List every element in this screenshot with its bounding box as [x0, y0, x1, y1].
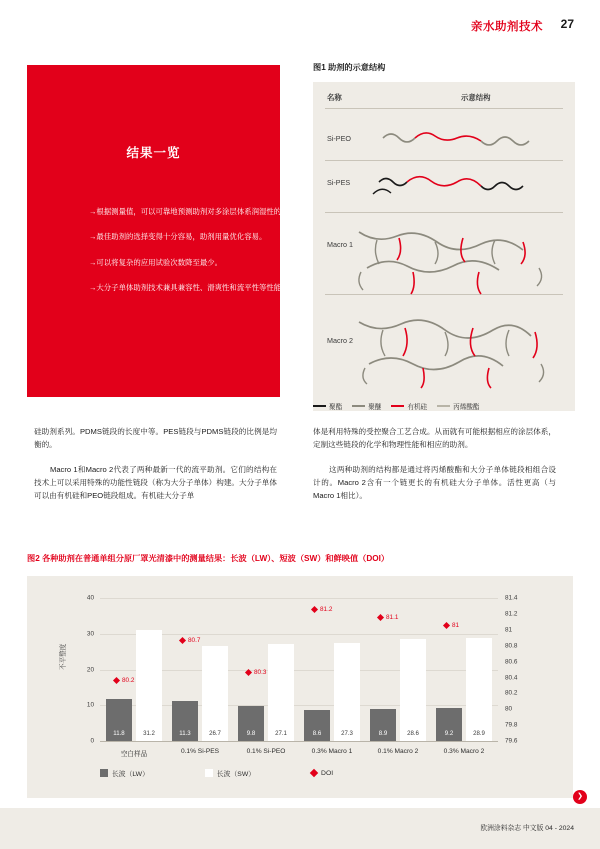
footer-text: 欧洲涂料杂志 中文版 04 - 2024	[480, 825, 574, 832]
doi-marker: 80.3	[246, 669, 266, 676]
bar-value: 27.1	[275, 730, 287, 737]
list-item: →可以将复杂的应用试验次数降至最少。	[89, 257, 223, 267]
bar-value: 11.3	[179, 730, 191, 737]
y2-tick-label: 81.2	[505, 610, 518, 618]
legend-item	[437, 401, 479, 411]
legend-label: 聚醚	[368, 404, 382, 411]
figure1-col-name: 名称	[327, 93, 342, 102]
legend-swatch-icon	[437, 405, 450, 407]
bar-value: 8.9	[378, 730, 388, 737]
doi-marker: 81	[444, 622, 459, 629]
page-number: 27	[560, 17, 574, 31]
y-tick-label: 40	[86, 594, 94, 602]
diamond-icon	[377, 614, 384, 621]
diamond-icon	[113, 677, 120, 684]
figure1-panel	[313, 82, 575, 411]
bar-value: 11.8	[113, 730, 125, 737]
legend-label: DOI	[321, 769, 334, 777]
chart-axis	[100, 741, 498, 742]
x-tick-label: 0.1% Si-PES	[180, 748, 220, 755]
y-tick-label: 30	[86, 630, 94, 638]
legend-item	[100, 768, 149, 778]
list-item: →根据测量值，可以可靠地预测助剂对多涂层体系润湿性的影响。	[89, 207, 304, 216]
legend-item	[313, 401, 342, 411]
x-tick-label: 0.3% Macro 1	[311, 748, 353, 755]
figure1-row-label: Si-PEO	[327, 134, 351, 143]
y2-tick-label: 80.2	[505, 689, 518, 697]
bar-value: 26.7	[209, 730, 221, 737]
chart-group	[100, 598, 168, 758]
diamond-icon	[245, 669, 252, 676]
legend-swatch-icon	[205, 769, 213, 777]
bar-value: 27.3	[341, 730, 353, 737]
figure2-chart-panel	[27, 576, 573, 798]
bar-sw	[400, 639, 426, 741]
figure1-row-label: Si-PES	[327, 178, 351, 187]
diamond-icon	[310, 769, 318, 777]
figure1-caption: 图1 助剂的示意结构	[313, 63, 386, 72]
figure1-legend	[313, 399, 575, 413]
y-tick-label: 0	[90, 737, 94, 745]
bar-value: 8.6	[312, 730, 322, 737]
figure1-col-structure: 示意结构	[461, 93, 491, 102]
y2-tick-label: 80	[505, 705, 513, 713]
diamond-icon	[311, 606, 318, 613]
legend-swatch-icon	[391, 405, 404, 407]
bar-lw	[106, 699, 132, 741]
chart-group	[430, 598, 498, 755]
legend-label: 聚酯	[329, 404, 343, 411]
x-tick-label: 空白样品	[120, 751, 148, 758]
paragraph: 体是利用特殊的受控聚合工艺合成。从而就有可能根据相应的涂层体系，定制这些链段的化学和物理性能和相应的助剂。	[313, 427, 556, 450]
paragraph: 这两种助剂的结构都是通过将丙烯酸酯和大分子单体链段相组合设计的。Macro 2含有一个链更长的有机硅大分子单体。活性更高（与Macro 1相比）。	[313, 464, 556, 501]
bar-lw	[304, 710, 330, 741]
figure1-structure-diagram	[313, 82, 575, 411]
doi-marker: 80.7	[180, 637, 200, 644]
bar-lw	[370, 709, 396, 741]
bar-sw	[136, 630, 162, 742]
y2-tick-label: 79.8	[505, 721, 518, 729]
results-summary-box	[27, 65, 304, 397]
next-page-button[interactable]: ❯	[573, 790, 587, 804]
bar-lw	[238, 706, 264, 741]
legend-item	[311, 770, 333, 777]
legend-swatch-icon	[313, 405, 326, 407]
x-tick-label: 0.1% Si-PEO	[246, 748, 286, 755]
body-column-left	[34, 425, 277, 513]
y2-tick-label: 81.4	[505, 594, 518, 602]
x-tick-label: 0.1% Macro 2	[377, 748, 419, 755]
y-tick-label: 10	[86, 701, 94, 709]
doi-marker: 80.2	[114, 677, 134, 684]
x-tick-label: 0.3% Macro 2	[443, 748, 485, 755]
figure2-caption: 图2 各种助剂在普通单组分原厂罩光清漆中的测量结果：长波（LW）、短波（SW）和鲜映值（DOI）	[27, 554, 390, 563]
bar-value: 9.8	[246, 730, 256, 737]
legend-label: 长波（LW）	[112, 771, 149, 778]
chart-group	[232, 598, 300, 755]
legend-swatch-icon	[100, 769, 108, 777]
body-column-right	[313, 425, 556, 513]
bar-value: 28.6	[407, 730, 419, 737]
figure1-row-label: Macro 2	[327, 336, 353, 345]
bar-value: 28.9	[473, 730, 485, 737]
chart-group	[364, 598, 432, 755]
results-summary-title: 结果一览	[126, 146, 181, 160]
legend-label: 丙烯酸酯	[453, 404, 480, 411]
doi-marker: 81.2	[312, 606, 332, 613]
bar-sw	[202, 646, 228, 742]
y2-tick-label: 80.8	[505, 642, 518, 650]
list-item: →最佳助剂的选择变得十分容易，助剂用量优化容易。	[89, 232, 267, 242]
chart-group	[298, 598, 366, 755]
bar-lw	[436, 708, 462, 741]
legend-label: 长波（SW）	[216, 771, 256, 778]
bar-sw	[268, 644, 294, 741]
legend-item	[205, 768, 255, 778]
legend-swatch-icon	[352, 405, 365, 407]
y2-tick-label: 80.6	[505, 658, 518, 666]
bar-value: 9.2	[444, 730, 454, 737]
y2-tick-label: 80.4	[505, 674, 518, 681]
y2-tick-label: 79.6	[505, 737, 518, 745]
figure2-legend	[100, 768, 520, 778]
y2-tick-label: 81	[505, 626, 513, 634]
page-header	[0, 0, 600, 46]
y-tick-label: 20	[86, 666, 94, 673]
paragraph: 硅助剂系列。PDMS链段的长度中等。PES链段与PDMS链段的比例是均衡的。	[34, 427, 277, 450]
bar-sw	[334, 643, 360, 741]
diamond-icon	[179, 637, 186, 644]
legend-label: 有机硅	[407, 404, 428, 411]
legend-item	[391, 401, 427, 411]
chart-plot-area	[86, 594, 518, 758]
legend-item	[352, 401, 381, 411]
bar-sw	[466, 638, 492, 741]
paragraph: Macro 1和Macro 2代表了两种最新一代的流平助剂。它们的结构在技术上可以采用特殊的功能性链段（称为大分子单体）构建。大分子单体可以由有机硅和PEO链段组成。有机硅大分子单	[34, 464, 277, 501]
chart-y-axis-label: 不平整度	[60, 643, 67, 670]
chart-group	[166, 598, 234, 755]
doi-marker: 81.1	[378, 614, 398, 621]
bar-value: 31.2	[143, 730, 155, 737]
page-title: 亲水助剂技术	[471, 21, 543, 33]
bar-lw	[172, 701, 198, 741]
results-summary-list	[49, 206, 304, 308]
list-item: →大分子单体助剂技术兼具兼容性、滑爽性和流平性等性能。	[89, 283, 289, 293]
diamond-icon	[443, 622, 450, 629]
figure1-row-label: Macro 1	[327, 240, 353, 249]
